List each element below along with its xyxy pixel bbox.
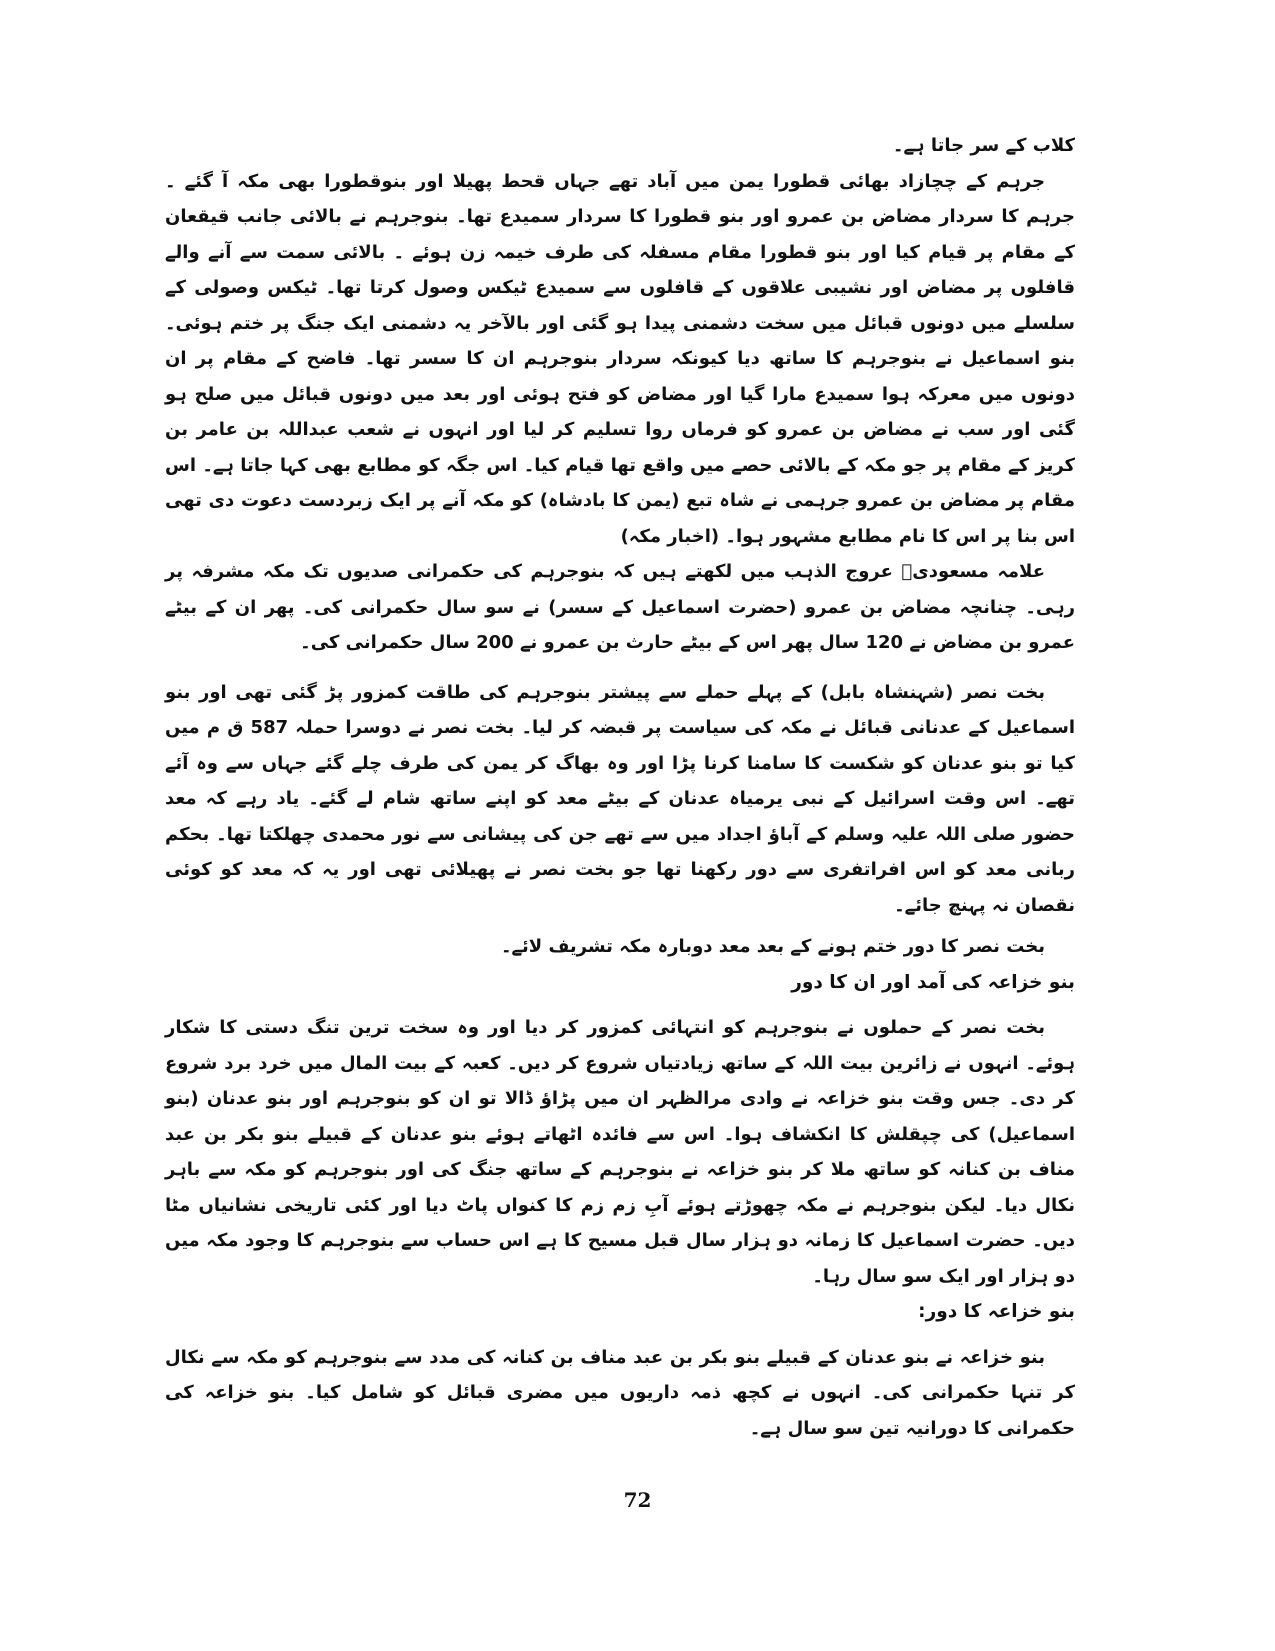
page-number: 72 <box>623 1488 652 1512</box>
paragraph-masudi: علامہ مسعودیؒ عروج الذہب میں لکھتے ہیں کہ بنوجرہم کی حکمرانی صدیوں تک مکہ مشرفہ پر رہی۔ چنانچہ مضاض بن عمرو (حضرت اسماعیل کے سسر) نے سو سال حکمرانی کی۔ پھر ان کے بیٹے عمرو بن مضاض نے 120 سال پھر اس کے بیٹے حارث بن عمرو نے 200 سال حکمرانی کی۔ <box>165 561 1075 653</box>
paragraph-jurhum-decline: بخت نصر کے حملوں نے بنوجرہم کو انتہائی کمزور کر دیا اور وہ سخت ترین تنگ دستی کا شکار ہوئے۔ انہوں نے زائرین بیت اللہ کے ساتھ زیادتیاں شروع کر دیں۔ کعبہ کے بیت المال میں خرد برد شروع کر دی۔ جس وقت بنو خزاعہ نے وادی مرالظہر ان میں پڑاؤ ڈالا تو ان کو بنوجرہم اور بنو عدنان (بنو اسماعیل) کی چپقلش کا انکشاف ہوا۔ اس سے فائدہ اٹھاتے ہوئے بنو عدنان کے قبیلے بنو بکر بن عبد مناف بن کنانہ کو ساتھ ملا کر بنو خزاعہ نے بنوجرہم کے ساتھ جنگ کی اور بنوجرہم کو مکہ سے باہر نکال دیا۔ لیکن بنوجرہم نے مکہ چھوڑتے ہوئے آبِ زم زم کا کنواں پاٹ دیا اور کئی تاریخی نشانیاں مٹا دیں۔ حضرت اسماعیل کا زمانہ دو ہزار سال قبل مسیح کا ہے اس حساب سے بنوجرہم کا وجود مکہ میں دو ہزار اور ایک سو سال رہا۔ <box>165 1017 1075 1287</box>
heading-banu-khuzaa-era: بنو خزاعہ کا دور: <box>918 1301 1075 1322</box>
paragraph-khuzaa-rule: بنو خزاعہ نے بنو عدنان کے قبیلے بنو بکر بن عبد مناف بن کنانہ کی مدد سے بنوجرہم کو مکہ سے نکال کر تنہا حکمرانی کی۔ انہوں نے کچھ ذمہ داریوں میں مضری قبائل کو شامل کیا۔ بنو خزاعہ کی حکمرانی کا دورانیہ تین سو سال ہے۔ <box>165 1346 1075 1439</box>
heading-banu-khuzaa-arrival: بنو خزاعہ کی آمد اور ان کا دور <box>791 971 1075 993</box>
document-page <box>165 128 1075 1508</box>
paragraph-jurhum-qatura: جرہم کے چچازاد بھائی قطورا یمن میں آباد تھے جہاں قحط پھیلا اور بنوقطورا بھی مکہ آ گئے ۔ جرہم کا سردار مضاض بن عمرو اور بنو قطورا کا سردار سمیدع تھا۔ بنوجرہم نے بالائی جانب قیقعان کے مقام پر قیام کیا اور بنو قطورا مقام مسفلہ کی طرف خیمہ زن ہوئے ۔ بالائی سمت سے آنے والے قافلوں پر مضاض اور نشیبی علاقوں کے قافلوں سے سمیدع ٹیکس وصول کرتا تھا۔ ٹیکس وصولی کے سلسلے میں دونوں قبائل میں سخت دشمنی پیدا ہو گئی اور بالآخر یہ دشمنی ایک جنگ پر ختم ہوئی۔ بنو اسماعیل نے بنوجرہم کا ساتھ دیا کیونکہ سردار بنوجرہم ان کا سسر تھا۔ فاضح کے مقام پر ان دونوں میں معرکہ ہوا سمیدع مارا گیا اور مضاض کو فتح ہوئی اور بعد میں دونوں قبائل میں صلح ہو گئی اور سب نے مضاض بن عمرو کو فرماں روا تسلیم کر لیا اور انہوں نے شعب عبداللہ بن عامر بن کریز کے مقام پر جو مکہ کے بالائی حصے میں واقع تھا قیام کیا۔ اس جگہ کو مطابع بھی کہا جاتا ہے۔ اس مقام پر مضاض بن عمرو جرہمی نے شاہ تبع (یمن کا بادشاہ) کو مکہ آنے پر ایک زبردست دعوت دی تھی اس بنا پر اس کا نام مطابع مشہور ہوا۔ (اخبار مکہ) <box>165 170 1075 547</box>
paragraph-bukht-nasr: بخت نصر (شہنشاہ بابل) کے پہلے حملے سے پیشتر بنوجرہم کی طاقت کمزور پڑ گئی تھی اور بنو اسماعیل کے عدنانی قبائل نے مکہ کی سیاست پر قبضہ کر لیا۔ بخت نصر نے دوسرا حملہ 587 ق م میں کیا تو بنو عدنان کو شکست کا سامنا کرنا پڑا اور وہ بھاگ کر یمن کی طرف چلے گئے جہاں سے وہ آئے تھے۔ اس وقت اسرائیل کے نبی یرمیاہ عدنان کے بیٹے معد کو اپنے ساتھ شام لے گئے۔ یاد رہے کہ معد حضور صلی اللہ علیہ وسلم کے آباؤ اجداد میں سے تھے جن کی پیشانی سے نور محمدی چھلکتا تھا۔ بحکم ربانی معد کو اس افراتفری سے دور رکھنا تھا جو بخت نصر نے پھیلائی تھی اور یہ کہ معد کو کوئی نقصان نہ پہنچ جائے۔ <box>165 681 1075 916</box>
paragraph-maad-return: بخت نصر کا دور ختم ہونے کے بعد معد دوبارہ مکہ تشریف لائے۔ <box>500 936 1045 957</box>
paragraph-continuation: کلاب کے سر جاتا ہے۔ <box>892 135 1075 156</box>
